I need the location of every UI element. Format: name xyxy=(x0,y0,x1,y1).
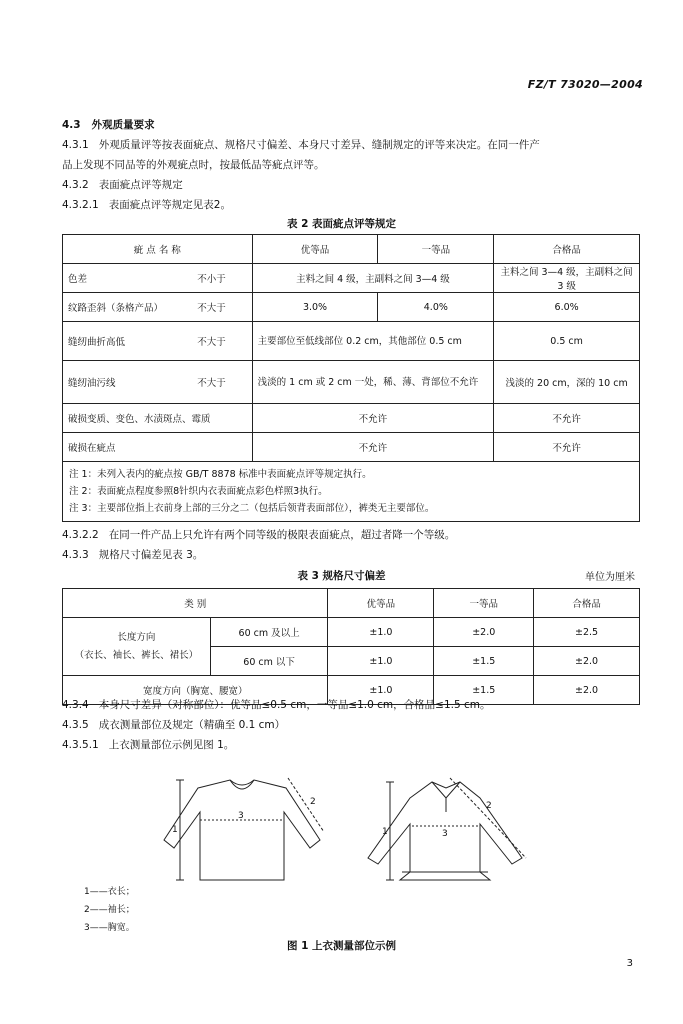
section-title: 外观质量要求 xyxy=(91,119,155,131)
paragraph-text: 在同一件产品上只允许有两个同等级的极限表面疵点，超过者降一个等级。 xyxy=(108,529,456,541)
paragraph-4-3-5-1 xyxy=(62,737,234,752)
table-header-cell: 一等品 xyxy=(378,235,494,264)
table-row xyxy=(63,293,640,322)
table-row xyxy=(63,618,640,647)
dimension-line-sleeve xyxy=(450,778,526,858)
paragraph-number: 4.3.4 xyxy=(62,699,89,711)
grade-pass: 6.0% xyxy=(494,293,640,322)
grade-pass: 0.5 cm xyxy=(494,322,640,361)
width-category: 宽度方向（胸宽、腰宽） xyxy=(63,676,328,705)
table-header-cell: 合格品 xyxy=(534,589,640,618)
dimension-label-1: 1 xyxy=(172,825,178,835)
paragraph-number: 4.3.2 xyxy=(62,179,89,191)
length-range: 60 cm 以下 xyxy=(210,647,328,676)
grade-top-first: 不允许 xyxy=(252,404,494,433)
table-row xyxy=(63,361,640,404)
paragraph-text: 表面疵点评等规定 xyxy=(98,179,183,191)
defect-limit: 不小于 xyxy=(192,264,252,293)
paragraph-text: 表面疵点评等规定见表2。 xyxy=(108,199,231,211)
figure1-legend-item: 3——胸宽。 xyxy=(84,923,135,933)
grade-first: ±2.0 xyxy=(434,618,534,647)
defect-name: 色差 xyxy=(63,264,193,293)
garment-collar xyxy=(432,782,460,798)
grade-pass: 不允许 xyxy=(494,433,640,462)
table-header-cell: 疵 点 名 称 xyxy=(63,235,253,264)
defect-limit: 不大于 xyxy=(192,361,252,404)
grade-pass: ±2.0 xyxy=(534,676,640,705)
table-header-cell: 合格品 xyxy=(494,235,640,264)
defect-name: 破损变质、变色、水渍斑点、霉质 xyxy=(63,404,253,433)
table3-caption: 表 3 规格尺寸偏差 xyxy=(297,570,386,582)
defect-name: 破损在疵点 xyxy=(63,433,253,462)
garment-front-outline xyxy=(164,780,320,880)
length-label: 长度方向 xyxy=(117,631,156,643)
paragraph-text: 外观质量评等按表面疵点、规格尺寸偏差、本身尺寸差异、缝制规定的评等来决定。在同一件产 xyxy=(98,139,540,151)
table3-unit: 单位为厘米 xyxy=(585,572,635,583)
dimension-line-sleeve xyxy=(288,778,324,832)
table-row xyxy=(63,264,640,293)
figure1-legend-item: 2——袖长； xyxy=(84,905,135,915)
table-row xyxy=(63,322,640,361)
paragraph-4-3-3 xyxy=(62,547,203,562)
dimension-label-2: 2 xyxy=(486,801,492,811)
paragraph-number: 4.3.3 xyxy=(62,549,89,561)
grade-pass: 浅淡的 20 cm，深的 10 cm xyxy=(494,361,640,404)
dimension-label-2: 2 xyxy=(310,797,316,807)
table-header-cell: 一等品 xyxy=(434,589,534,618)
paragraph-4-3-1-cont: 品上发现不同品等的外观疵点时，按最低品等疵点评等。 xyxy=(62,159,325,171)
grade-pass: ±2.0 xyxy=(534,647,640,676)
figure1-drawing xyxy=(150,768,550,888)
paragraph-number: 4.3.2.1 xyxy=(62,199,99,211)
paragraph-4-3-1 xyxy=(62,137,540,152)
table-header-cell: 类 别 xyxy=(63,589,328,618)
defect-limit: 不大于 xyxy=(192,322,252,361)
paragraph-number: 4.3.1 xyxy=(62,139,89,151)
table3 xyxy=(62,588,640,705)
table-notes xyxy=(63,462,640,522)
table-note: 注 3：主要部位指上衣前身上部的三分之二（包括后领背表面部位），裤类无主要部位。 xyxy=(69,503,435,514)
length-sub: （衣长、袖长、裤长、裙长） xyxy=(74,649,199,661)
grade-top: ±1.0 xyxy=(328,618,434,647)
dimension-label-3: 3 xyxy=(238,811,244,821)
table2-caption: 表 2 表面疵点评等规定 xyxy=(286,218,397,230)
paragraph-number: 4.3.5.1 xyxy=(62,739,99,751)
table-row xyxy=(63,404,640,433)
table-note: 注 1：未列入表内的疵点按 GB/T 8878 标准中表面疵点评等规定执行。 xyxy=(69,469,372,480)
paragraph-4-3-2-2 xyxy=(62,527,455,542)
paragraph-number: 4.3.5 xyxy=(62,719,89,731)
grade-pass: ±2.5 xyxy=(534,618,640,647)
dimension-label-1: 1 xyxy=(382,827,388,837)
grade-top-first: 主料之间 4 级，主副料之间 3—4 级 xyxy=(252,264,494,293)
grade-top-first: 浅淡的 1 cm 或 2 cm 一处，稀、薄、背部位不允许 xyxy=(252,361,494,404)
table-header-row xyxy=(63,235,640,264)
section-number: 4.3 xyxy=(62,119,81,131)
table-header-cell: 优等品 xyxy=(252,235,378,264)
grade-top: ±1.0 xyxy=(328,647,434,676)
section-heading-4-3 xyxy=(62,117,155,132)
paragraph-text: 上衣测量部位示例见图 1。 xyxy=(108,739,235,751)
paragraph-4-3-2 xyxy=(62,177,183,192)
dimension-label-3: 3 xyxy=(442,829,448,839)
grade-first: ±1.5 xyxy=(434,647,534,676)
figure1-legend-item: 1——衣长； xyxy=(84,887,135,897)
table-row xyxy=(63,433,640,462)
figure1-caption: 图 1 上衣测量部位示例 xyxy=(286,940,397,952)
page-number: 3 xyxy=(626,958,633,969)
defect-name: 缝纫曲折高低 xyxy=(63,322,193,361)
grade-first: ±1.5 xyxy=(434,676,534,705)
paragraph-4-3-2-1 xyxy=(62,197,231,212)
paragraph-4-3-5 xyxy=(62,717,285,732)
length-category xyxy=(63,618,211,676)
grade-top-first: 主要部位至低线部位 0.2 cm，其他部位 0.5 cm xyxy=(252,322,494,361)
document-number: FZ/T 73020—2004 xyxy=(527,78,643,91)
grade-first: 4.0% xyxy=(378,293,494,322)
defect-limit: 不大于 xyxy=(192,293,252,322)
length-range: 60 cm 及以上 xyxy=(210,618,328,647)
defect-name: 纹路歪斜（条格产品） xyxy=(63,293,193,322)
grade-pass: 主料之间 3—4 级，主副料之间 3 级 xyxy=(494,264,640,293)
paragraph-text: 规格尺寸偏差见表 3。 xyxy=(98,549,204,561)
table-header-row xyxy=(63,589,640,618)
grade-top: 3.0% xyxy=(252,293,378,322)
grade-top-first: 不允许 xyxy=(252,433,494,462)
paragraph-4-3-4 xyxy=(62,697,491,712)
table2 xyxy=(62,234,640,522)
paragraph-number: 4.3.2.2 xyxy=(62,529,99,541)
table-notes-row xyxy=(63,462,640,522)
table-header-cell: 优等品 xyxy=(328,589,434,618)
defect-name: 缝纫油污线 xyxy=(63,361,193,404)
table-note: 注 2：表面疵点程度参照8针织内衣表面疵点彩色样照3执行。 xyxy=(69,486,328,497)
paragraph-text: 本身尺寸差异（对称部位）：优等品≤0.5 cm，一等品≤1.0 cm，合格品≤1.5 cm。 xyxy=(98,699,491,711)
paragraph-text: 成衣测量部位及规定（精确至 0.1 cm） xyxy=(98,719,286,731)
grade-pass: 不允许 xyxy=(494,404,640,433)
grade-top: ±1.0 xyxy=(328,676,434,705)
